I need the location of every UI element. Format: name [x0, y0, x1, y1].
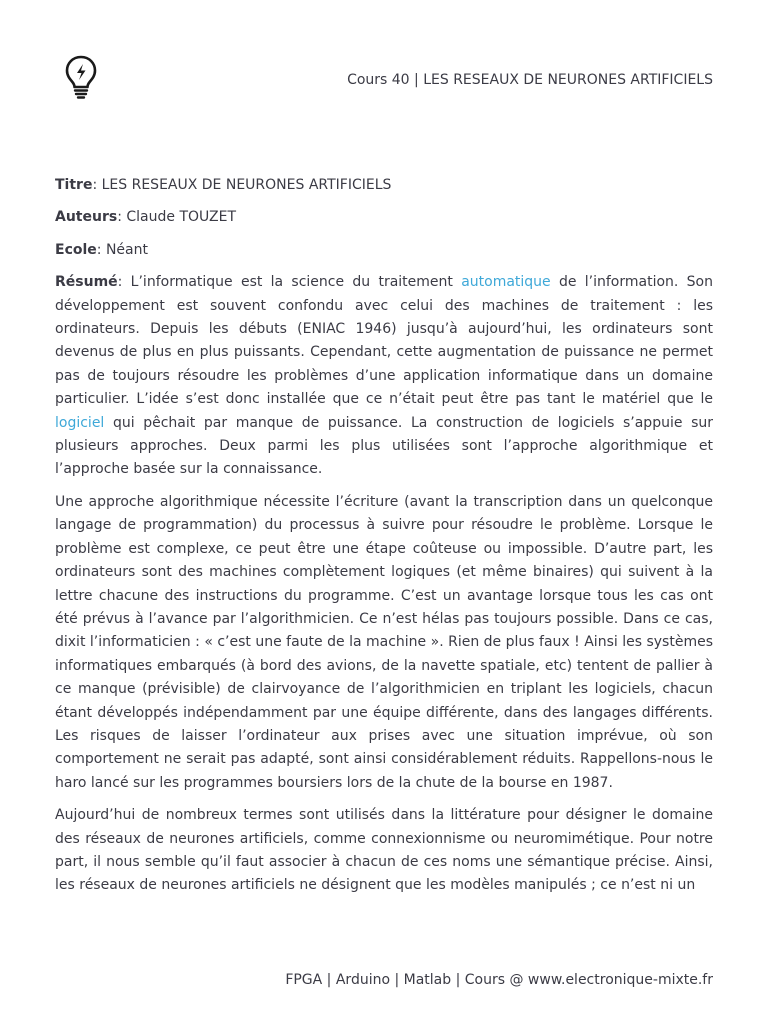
- abstract-paragraph: [55, 271, 713, 482]
- meta-authors-label: Auteurs: [55, 209, 118, 226]
- body-paragraph-1: Une approche algorithmique nécessite l’écriture (avant la transcription dans un quelconque langage de programmation) du processus à suivre pour résoudre le problème. Lorsque le problème est complexe, ce peut être une étape coûteuse ou impossible. D’autre part, les ordinateurs sont des machines complètement logiques (et même binaires) qui suivent à la lettre chacune des instructions du programme. C’est un avantage lorsque tous les cas ont été prévus à l’avance par l’algorithmicien. Ce n’est hélas pas toujours possible. Dans ce cas, dixit l’informaticien : « c’est une faute de la machine ». Rien de plus faux ! Ainsi les systèmes informatiques embarqués (à bord des avions, de la navette spatiale, etc) tentent de pallier à ce manque (prévisible) de clairvoyance de l’algorithmicien en triplant les logiciels, chacun étant développés indépendamment par une équipe différente, dans des langages différents. Les risques de laisser l’ordinateur aux prises avec une situation imprévue, où son comportement ne serait pas adapté, sont ainsi considérablement réduits. Rappellons-nous le haro lancé sur les programmes boursiers lors de la chute de la bourse en 1987.: [55, 493, 713, 791]
- page-footer: FPGA | Arduino | Matlab | Cours @ www.electronique-mixte.fr: [285, 972, 713, 988]
- link-automatique[interactable]: automatique: [461, 274, 551, 291]
- meta-school: [55, 239, 713, 262]
- abstract-text-1: : L’informatique est la science du traitement: [117, 274, 462, 291]
- abstract-text-2: de l’information. Son développement est souvent confondu avec celui des machines de traitement : les ordinateurs. Depuis les débuts (ENIAC 1946) jusqu’à aujourd’hui, les ordinateurs sont devenus de plus en plus puissants. Cependant, cette augmentation de puissance ne permet pas de toujours résoudre les problèmes d’une application informatique dans un domaine particulier. L’idée s’est donc installée que ce n’était peut être pas tant le matériel que le: [55, 274, 713, 408]
- body-paragraph-2: Aujourd’hui de nombreux termes sont utilisés dans la littérature pour désigner le domaine des réseaux de neurones artificiels, comme connexionnisme ou neuromimétique. Pour notre part, il nous semble qu’il faut associer à chacun de ces noms une sémantique précise. Ainsi, les réseaux de neurones artificiels ne désignent que les modèles manipulés ; ce n’est ni un: [55, 807, 713, 894]
- link-logiciel[interactable]: logiciel: [55, 414, 105, 431]
- meta-authors: [55, 206, 713, 229]
- page-header-title: Cours 40 | LES RESEAUX DE NEURONES ARTIFICIELS: [347, 72, 713, 88]
- meta-school-value: : Néant: [96, 241, 148, 258]
- meta-title: [55, 174, 713, 197]
- document-body: [55, 174, 713, 907]
- abstract-text-3: qui pêchait par manque de puissance. La construction de logiciels s’appuie sur plusieurs approches. Deux parmi les plus utilisées sont l’approche algorithmique et l’approche basée sur la connaissance.: [55, 414, 713, 478]
- meta-title-value: : LES RESEAUX DE NEURONES ARTIFICIELS: [92, 177, 392, 193]
- abstract-label: Résumé: [55, 274, 118, 291]
- meta-school-label: Ecole: [55, 241, 97, 258]
- meta-title-label: Titre: [55, 177, 93, 193]
- lightbulb-icon: [64, 54, 98, 100]
- meta-authors-value: : Claude TOUZET: [117, 209, 236, 226]
